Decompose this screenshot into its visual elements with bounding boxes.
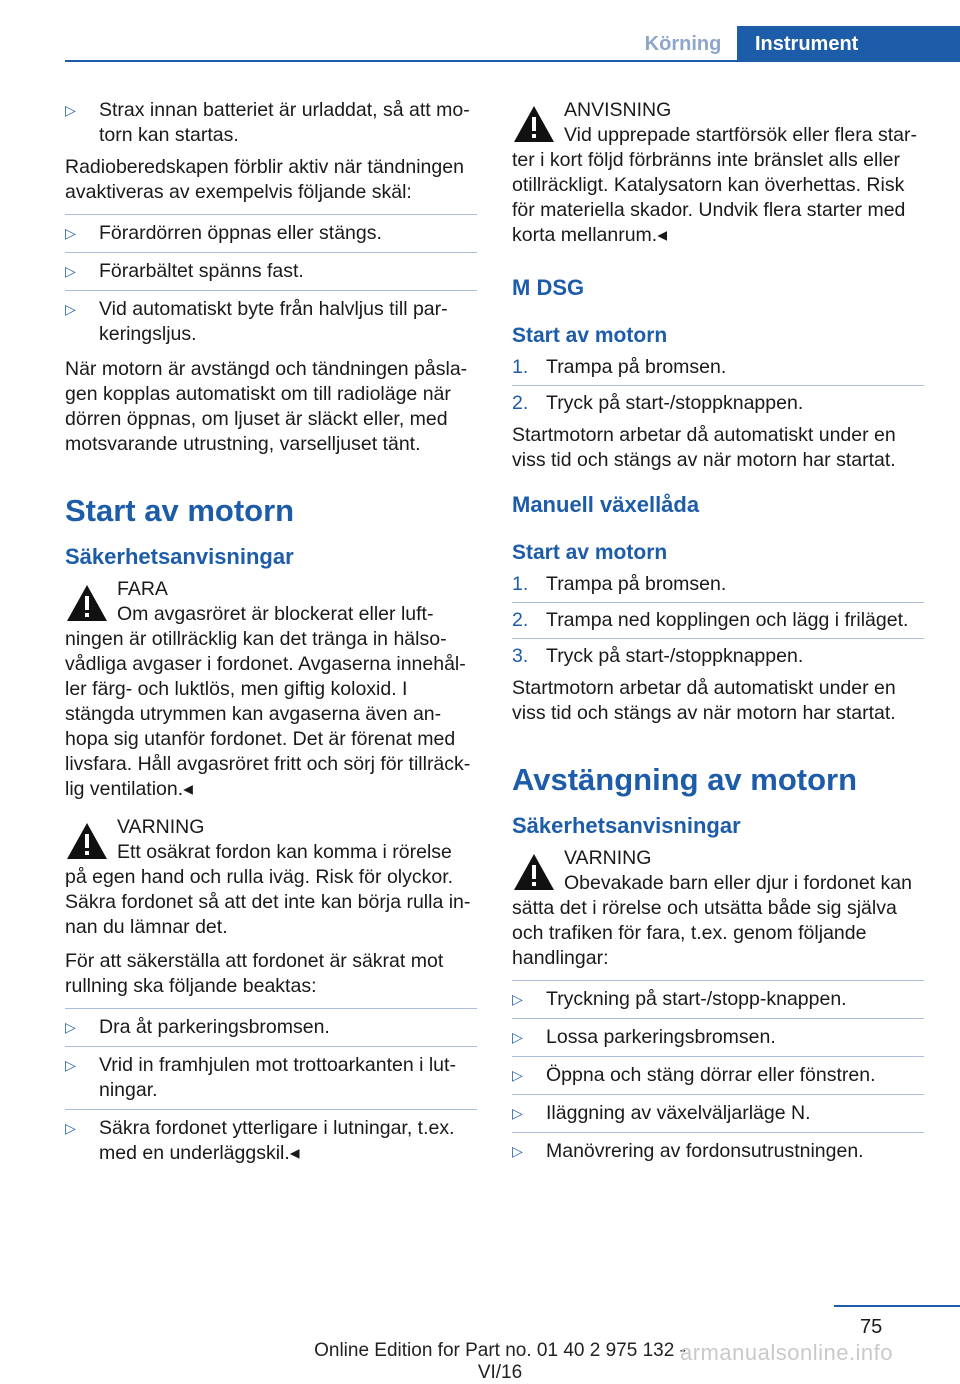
bullet-triangle-icon: ▷ [65,225,76,241]
warning-title: VARNING [564,847,652,869]
numbered-step: 1. Trampa på bromsen. [512,356,727,378]
bullet-triangle-icon: ▷ [512,1029,523,1045]
bullet-triangle-icon: ▷ [512,1143,523,1159]
list-item: ▷ Förardörren öppnas eller stängs. [65,214,477,252]
numbered-step: 3. Tryck på start-/stoppknappen. [512,638,924,674]
warning-block [65,815,477,940]
warning-block [512,98,924,248]
bullet-triangle-icon: ▷ [65,1019,76,1035]
warning-title: ANVISNING [564,99,672,121]
bullet-triangle-icon: ▷ [65,1120,76,1136]
subsection-heading: Säkerhetsanvisningar [512,813,741,838]
warning-icon [65,821,109,861]
list-item: ▷ Vrid in framhjulen mot trottoarkanten i lutningar. [65,1046,477,1109]
warning-icon [65,583,109,623]
warning-block [512,846,924,971]
subsubsection-heading: Start av motorn [512,541,668,564]
list-item: ▷ Iläggning av växelväljarläge N. [512,1094,924,1132]
tab-instrument[interactable]: Instrument [737,26,960,62]
list-item: ▷ Vid automatiskt byte från halvljus till parkeringsljus. [65,290,477,353]
list-item: ▷ Öppna och stäng dörrar eller fönstren. [512,1056,924,1094]
list-item: ▷ Strax innan batteriet är urladdat, så att motorn kan startas. [65,99,470,146]
bullet-triangle-icon: ▷ [65,301,76,317]
bullet-triangle-icon: ▷ [512,1105,523,1121]
warning-text: Ett osäkrat fordon kan komma i rörelse på egen hand och rulla iväg. Risk för olyckor. Säkra fordonet så att det inte kan börja rulla innan du lämnar det. [65,841,471,938]
left-column [65,98,477,1172]
subsubsection-heading: Start av motorn [512,324,668,347]
paragraph: Startmotorn arbetar då automatiskt under en viss tid och stängs av när motorn har startat. [512,677,896,724]
footer-rule [834,1305,960,1307]
bullet-triangle-icon: ▷ [512,991,523,1007]
warning-icon [512,104,556,144]
list-item: ▷ Tryckning på start-/stopp-knappen. [512,980,924,1018]
warning-icon [512,852,556,892]
bullet-triangle-icon: ▷ [65,1057,76,1073]
watermark: armanualsonline.info [680,1340,894,1365]
numbered-step: 1. Trampa på bromsen. [512,573,727,595]
bullet-triangle-icon: ▷ [65,102,76,118]
paragraph: Radioberedskapen förblir aktiv när tändningen avaktiveras av exempelvis följande skäl: [65,156,464,203]
tab-korning[interactable]: Körning [644,33,722,55]
right-column [512,98,924,1170]
section-heading: Start av motorn [65,493,295,528]
page-number: 75 [860,1316,883,1338]
footer-edition-text: Online Edition for Part no. 01 40 2 975 132 - VI/16 [314,1340,686,1383]
list-item: ▷ Förarbältet spänns fast. [65,252,477,290]
warning-block [65,577,477,802]
subsection-heading: M DSG [512,275,585,300]
bullet-triangle-icon: ▷ [65,263,76,279]
warning-text: Vid upprepade startförsök eller flera starter i kort följd förbränns inte bränslet alls eller otillräckligt. Katalysatorn kan överhettas. Risk för materiella skador. Undvik flera starter med korta mellanrum.◂ [512,124,917,246]
header-rule [65,60,960,62]
subsection-heading: Manuell växellåda [512,492,700,517]
paragraph: För att säkerställa att fordonet är säkrat mot rullning ska följande beaktas: [65,950,444,997]
warning-text: Obevakade barn eller djur i fordonet kan sätta det i rörelse och utsätta både sig själva och trafiken för fara, t.ex. genom följande handlingar: [512,872,912,969]
section-heading: Avstängning av motorn [512,762,858,797]
bullet-triangle-icon: ▷ [512,1067,523,1083]
warning-title: VARNING [117,816,205,838]
list-item: ▷ Säkra fordonet ytterligare i lutningar, t.ex. med en underläggskil.◂ [65,1109,477,1172]
warning-text: Om avgasröret är blockerat eller luftningen är otillräcklig kan det tränga in hälsovådliga avgaser i fordonet. Avgaserna innehåller färg- och luktlös, men giftig koloxid. I stängda utrymmen kan avgaserna även anhopa sig utanför fordonet. Det är förenat med livsfara. Håll avgasröret fritt och sörj för tillräcklig ventilation.◂ [65,603,471,800]
warning-title: FARA [117,578,168,600]
page-header [0,0,960,62]
numbered-step: 2. Tryck på start-/stoppknappen. [512,385,924,421]
paragraph: När motorn är avstängd och tändningen påslagen kopplas automatiskt om till radioläge när dörren öppnas, om ljuset är släckt eller, med motsvarande utrustning, varselljuset tänt. [65,358,468,455]
subsection-heading: Säkerhetsanvisningar [65,544,294,569]
list-item: ▷ Manövrering av fordonsutrustningen. [512,1132,924,1170]
list-item: ▷ Dra åt parkeringsbromsen. [65,1008,477,1046]
numbered-step: 2. Trampa ned kopplingen och lägg i friläget. [512,602,924,638]
paragraph: Startmotorn arbetar då automatiskt under en viss tid och stängs av när motorn har startat. [512,424,896,471]
list-item: ▷ Lossa parkeringsbromsen. [512,1018,924,1056]
